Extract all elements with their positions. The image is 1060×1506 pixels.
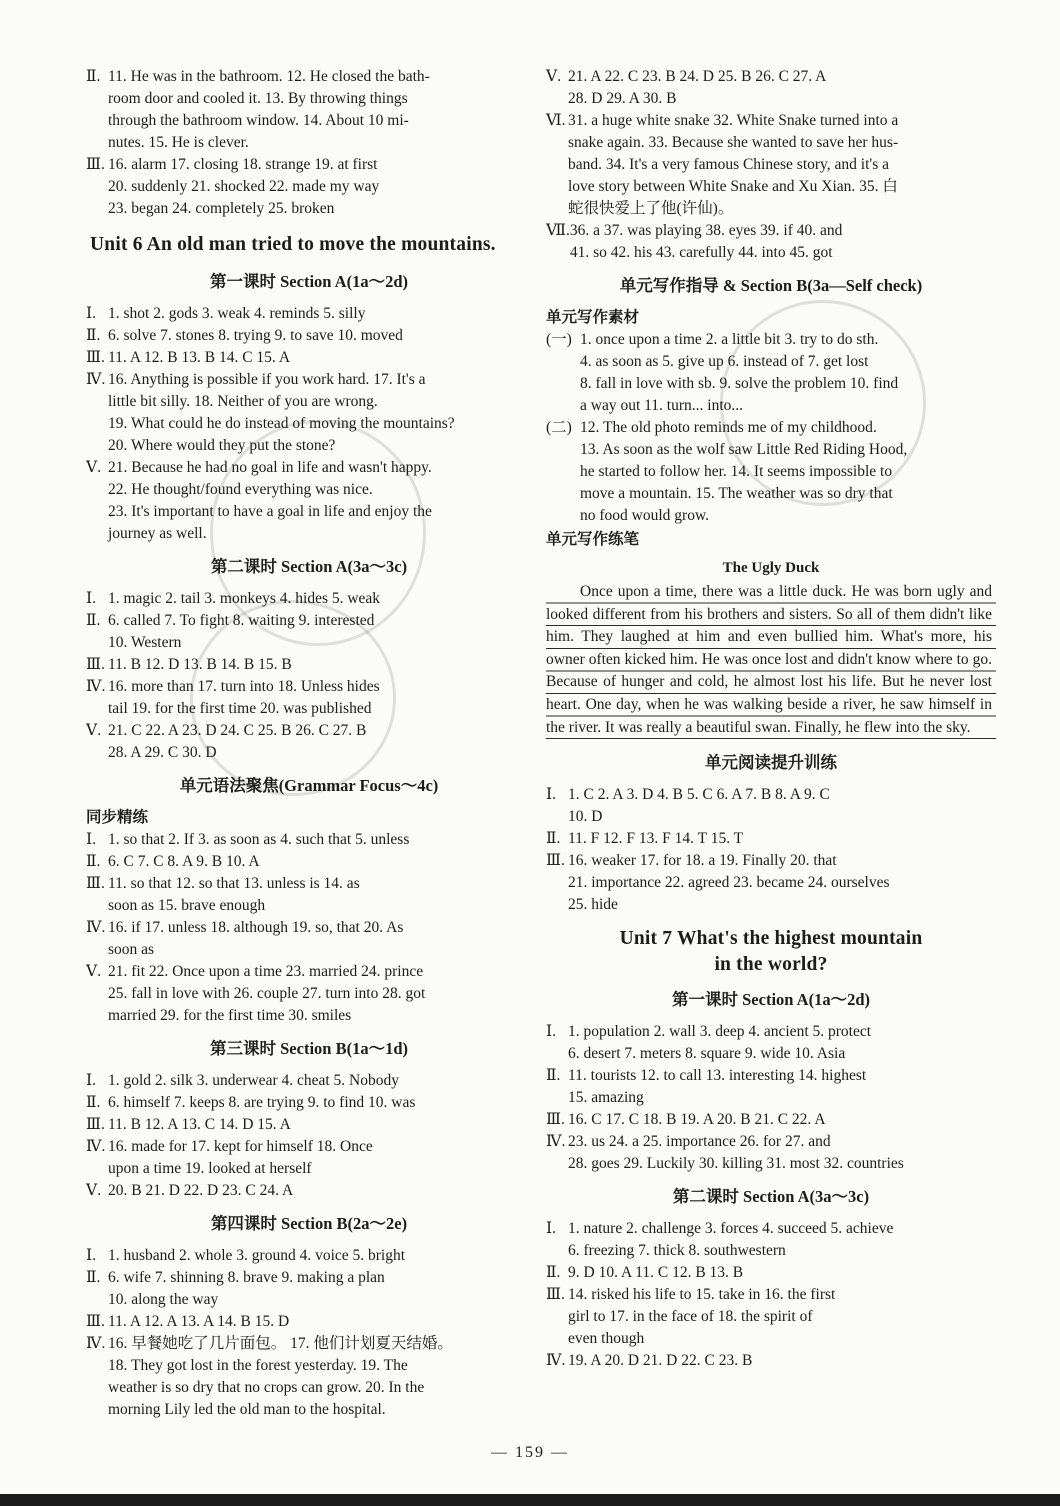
answer-row: Ⅴ. 21. C 22. A 23. D 24. C 25. B 26. C 27. B 28. A 29. C 30. D [86,722,367,761]
lesson4-answers [86,1245,532,1421]
reading-answers [546,784,996,916]
answer-row: Ⅴ. 21. A 22. C 23. B 24. D 25. B 26. C 27. A 28. D 29. A 30. B [546,68,827,107]
answer-row: Ⅱ. 11. tourists 12. to call 13. interesting 14. highest 15. amazing [546,1067,867,1107]
unit7-title-line1: Unit 7 What's the highest mountain [619,928,923,950]
answer-row: Ⅱ. 11. He was in the bathroom. 12. He closed the bath- room door and cooled it. 13. By throwing things through the bathroom window. 14. About 10 mi- nutes. 15. He is clever. [86,68,430,151]
writing-material [546,329,996,527]
left-column [86,66,532,1421]
reading-title: 单元阅读提升训练 [705,753,837,773]
answer-row: Ⅱ. 6. himself 7. keeps 8. are trying 9. to find 10. was [86,1094,416,1111]
answer-row: Ⅲ. 16. alarm 17. closing 18. strange 19. at first 20. suddenly 21. shocked 22. made my way 23. began 24. completely 25. broken [86,156,380,217]
answer-row: Ⅰ. 1. gold 2. silk 3. underwear 4. cheat 5. Nobody [86,1072,399,1089]
lesson1-answers [86,303,532,545]
answer-row: Ⅱ. 6. wife 7. shinning 8. brave 9. making a plan 10. along the way [86,1269,385,1308]
answer-row: Ⅳ. 16. made for 17. kept for himself 18. Once upon a time 19. looked at herself [86,1138,373,1177]
answer-row: Ⅰ. 1. C 2. A 3. D 4. B 5. C 6. A 7. B 8. A 9. C 10. D [546,786,830,826]
answer-row: Ⅲ. 11. B 12. D 13. B 14. B 15. B [86,656,292,673]
answer-row: Ⅳ. 16. more than 17. turn into 18. Unless hides tail 19. for the first time 20. was published [86,678,380,717]
answer-row: Ⅱ. 6. C 7. C 8. A 9. B 10. A [86,853,260,870]
answer-row: Ⅱ. 11. F 12. F 13. F 14. T 15. T [546,830,744,848]
answer-row: Ⅶ. 36. a 37. was playing 38. eyes 39. if 40. and 41. so 42. his 43. carefully 44. into 45. got [546,222,843,261]
answer-row: Ⅴ. 21. fit 22. Once upon a time 23. married 24. prince 25. fall in love with 26. couple 27. turn into 28. got married 29. for the first time 30. smiles [86,963,426,1024]
answer-row: Ⅰ. 1. shot 2. gods 3. weak 4. reminds 5. silly [86,305,366,322]
lesson2-answers [86,588,532,764]
answer-row: Ⅳ. 16. if 17. unless 18. although 19. so, that 20. As soon as [86,919,404,958]
lesson3-title: 第三课时 Section B(1a～1d) [210,1039,408,1058]
essay-text: Once upon a time, there was a little duck. He was born ugly and looked different from his brothers and sisters. So all of them didn't like him. They laughed at him and even bullied him. What's more, his owner often kicked him. He was once lost and didn't know where to go. Because of hunger and cold, he almost lost his life. But he never lost heart. One day, when he was walking beside a river, he saw himself in the river. It was really a beautiful swan. Finally, he flew into the sky. [546,581,996,739]
answer-row: Ⅰ. 1. so that 2. If 3. as soon as 4. such that 5. unless [86,831,410,848]
u7-lesson2-answers [546,1218,996,1372]
answer-row: Ⅰ. 1. nature 2. challenge 3. forces 4. succeed 5. achieve 6. freezing 7. thick 8. southwestern [546,1220,894,1260]
answer-row: (二) 12. The old photo reminds me of my childhood. 13. As soon as the wolf saw Little Red Riding Hood, he started to follow her. 14. It seems impossible to move a mountain. 15. The weather was so dry that no food would grow. [546,419,908,524]
answer-row: Ⅲ. 14. risked his life to 15. take in 16. the first girl to 17. in the face of 18. the spirit of even though [546,1286,836,1348]
answer-row: Ⅵ. 31. a huge white snake 32. White Snake turned into a snake again. 33. Because she wanted to save her hus- band. 34. It's a very famous Chinese story, and it's a love story between White Snake and Xu Xian. 35. 白 蛇很快爱上了他(许仙)。 [546,112,899,217]
u7-lesson1-answers [546,1021,996,1175]
answer-row: Ⅴ. 21. Because he had no goal in life and wasn't happy. 22. He thought/found everything was nice. 23. It's important to have a goal in life and enjoy the journey as well. [86,459,432,542]
grammar-subtitle: 同步精练 [86,809,149,826]
lesson3-answers [86,1070,532,1202]
continued-answers [546,66,996,264]
u7-lesson1-title: 第一课时 Section A(1a～2d) [672,990,870,1010]
answer-row: Ⅳ. 19. A 20. D 21. D 22. C 23. B [546,1352,753,1370]
unit7-title-line2: in the world? [714,954,828,976]
answer-row: (一) 1. once upon a time 2. a little bit 3. try to do sth. 4. as soon as 5. give up 6. instead of 7. get lost 8. fall in love with sb. 9. solve the problem 10. find a way out 11. turn... into... [546,331,899,414]
u7-lesson2-title: 第二课时 Section A(3a～3c) [672,1187,870,1207]
unit6-title: Unit 6 An old man tried to move the mountains. [90,234,496,255]
writing-title: 单元写作指导 & Section B(3a—Self check) [619,276,923,295]
lesson1-title: 第一课时 Section A(1a～2d) [210,272,408,291]
answer-row: Ⅲ. 16. C 17. C 18. B 19. A 20. B 21. C 22. A [546,1111,826,1129]
lesson2-title: 第二课时 Section A(3a～3c) [210,557,408,576]
answer-row: Ⅲ. 11. A 12. B 13. B 14. C 15. A [86,349,291,366]
right-column [546,66,996,1372]
essay-title: The Ugly Duck [722,560,820,576]
answer-row: Ⅲ. 16. weaker 17. for 18. a 19. Finally 20. that 21. importance 22. agreed 23. became 24. ourselves 25. hide [546,852,890,914]
writing-material-heading: 单元写作素材 [546,309,640,326]
prev-answers [86,66,532,220]
answer-row: Ⅴ. 20. B 21. D 22. D 23. C 24. A [86,1182,294,1199]
answer-row: Ⅱ. 9. D 10. A 11. C 12. B 13. B [546,1264,744,1282]
unit7-title [546,926,996,978]
writing-practice-heading: 单元写作练笔 [546,531,640,548]
answer-row: Ⅳ. 16. 早餐她吃了几片面包。 17. 他们计划夏天结婚。 18. They got lost in the forest yesterday. 19. The weather is so dry that no crops can grow. 20. In the morning Lily led the old man to the hospital. [86,1335,453,1418]
answer-row: Ⅱ. 6. called 7. To fight 8. waiting 9. interested 10. Western [86,612,375,651]
answer-row: Ⅲ. 11. so that 12. so that 13. unless is 14. as soon as 15. brave enough [86,875,360,914]
answer-row: Ⅱ. 6. solve 7. stones 8. trying 9. to save 10. moved [86,327,403,344]
answer-row: Ⅳ. 23. us 24. a 25. importance 26. for 27. and 28. goes 29. Luckily 30. killing 31. most 32. countries [546,1133,904,1173]
answer-row: Ⅳ. 16. Anything is possible if you work hard. 17. It's a little bit silly. 18. Neither of you are wrong. 19. What could he do instead of moving the mountains? 20. Where would they put the stone? [86,371,455,454]
grammar-answers [86,829,532,1027]
bottom-border [0,1494,1060,1506]
answer-row: Ⅲ. 11. B 12. A 13. C 14. D 15. A [86,1116,291,1133]
grammar-title: 单元语法聚焦(Grammar Focus～4c) [179,776,439,795]
page-number: — 159 — [491,1444,569,1461]
answer-row: Ⅰ. 1. husband 2. whole 3. ground 4. voice 5. bright [86,1247,406,1264]
answer-row: Ⅲ. 11. A 12. A 13. A 14. B 15. D [86,1313,290,1330]
answer-row: Ⅰ. 1. population 2. wall 3. deep 4. ancient 5. protect 6. desert 7. meters 8. square 9. wide 10. Asia [546,1023,872,1063]
lesson4-title: 第四课时 Section B(2a～2e) [210,1214,408,1233]
answer-row: Ⅰ. 1. magic 2. tail 3. monkeys 4. hides 5. weak [86,590,381,607]
